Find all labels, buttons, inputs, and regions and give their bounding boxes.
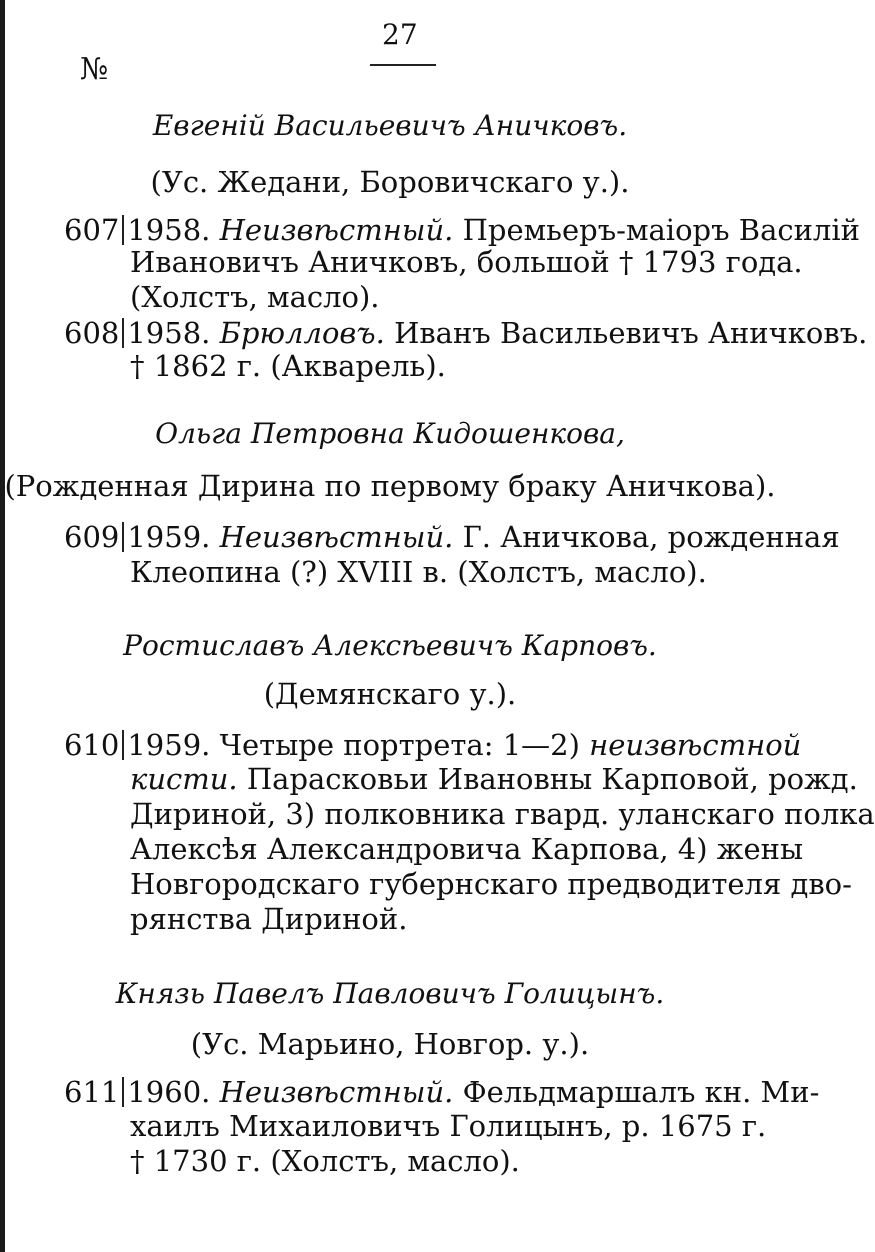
author: Неизвѣстный. [219, 520, 454, 554]
entry-610-line-1 [64, 730, 801, 760]
inventory-number: 1959. [127, 728, 211, 762]
entry-611-line-1 [64, 1077, 819, 1107]
entry-610-line-2 [130, 762, 858, 796]
entry-607-line-1 [64, 215, 860, 245]
section-heading: Князь Павелъ Павловичъ Голицынъ. [115, 977, 665, 1010]
section-location: (Ус. Жедани, Боровичскаго у.). [150, 165, 630, 199]
separator-bar [122, 215, 124, 245]
entry-text: Фельдмаршалъ кн. Ми- [462, 1075, 820, 1109]
entry-text: Премьеръ-маіоръ Василій [462, 213, 860, 247]
author: Брюлловъ. [219, 316, 385, 350]
separator-bar [122, 522, 124, 552]
entry-610-line-6: рянства Дириной. [130, 902, 408, 936]
author: Неизвѣстный. [219, 1075, 454, 1109]
author: Неизвѣстный. [219, 213, 454, 247]
entry-607-line-2: Ивановичъ Аничковъ, большой † 1793 года. [130, 245, 803, 279]
page-number: 27 [382, 18, 418, 51]
entry-607-line-3: (Холстъ, масло). [130, 280, 380, 314]
entry-610-line-3: Дириной, 3) полковника гвард. уланскаго полка [130, 797, 875, 831]
entry-611-line-3: † 1730 г. (Холстъ, масло). [130, 1144, 520, 1178]
entry-608-line-2: † 1862 г. (Акварель). [130, 349, 446, 383]
entry-611-line-2: хаилъ Михаиловичъ Голицынъ, р. 1675 г. [130, 1109, 767, 1143]
section-location: (Демянскаго у.). [263, 677, 517, 711]
entry-610-line-5: Новгородскаго губернскаго предводителя дво- [130, 867, 852, 901]
section-heading: Евгеній Васильевичъ Аничковъ. [152, 109, 628, 142]
entry-number: 608 [64, 316, 120, 350]
entry-609-line-2: Клеопина (?) XVIII в. (Холстъ, масло). [130, 555, 707, 589]
inventory-number: 1958. [127, 316, 211, 350]
entry-609-line-1 [64, 522, 840, 552]
separator-bar [122, 730, 124, 760]
inventory-number: 1960. [127, 1075, 211, 1109]
entry-number: 609 [64, 520, 120, 554]
italic-text: кисти. [130, 762, 238, 796]
entry-610-line-4: Алексѣя Александровича Карпова, 4) жены [130, 832, 804, 866]
entry-number: 610 [64, 728, 120, 762]
number-sign: № [80, 52, 109, 87]
section-heading: Ольга Петровна Кидошенкова, [155, 417, 625, 450]
section-heading: Ростиславъ Алексѣевичъ Карповъ. [123, 629, 657, 662]
inventory-number: 1958. [127, 213, 211, 247]
entry-text: Парасковьи Ивановны Карповой, рожд. [246, 762, 858, 796]
entry-608-line-1 [64, 318, 867, 348]
inventory-number: 1959. [127, 520, 211, 554]
section-location: (Ус. Марьино, Новгор. у.). [190, 1027, 590, 1061]
entry-text: Четыре портрета: 1—2) [219, 728, 580, 762]
entry-text: Г. Аничкова, рожденная [462, 520, 840, 554]
italic-text: неизвѣстной [589, 728, 802, 762]
entry-text: Иванъ Васильевичъ Аничковъ. [394, 316, 868, 350]
page-number-rule [370, 64, 436, 66]
section-location: (Рожденная Дирина по первому браку Аничкова). [4, 469, 776, 503]
separator-bar [122, 1077, 124, 1107]
entry-number: 611 [64, 1075, 120, 1109]
entry-number: 607 [64, 213, 120, 247]
separator-bar [122, 318, 124, 348]
